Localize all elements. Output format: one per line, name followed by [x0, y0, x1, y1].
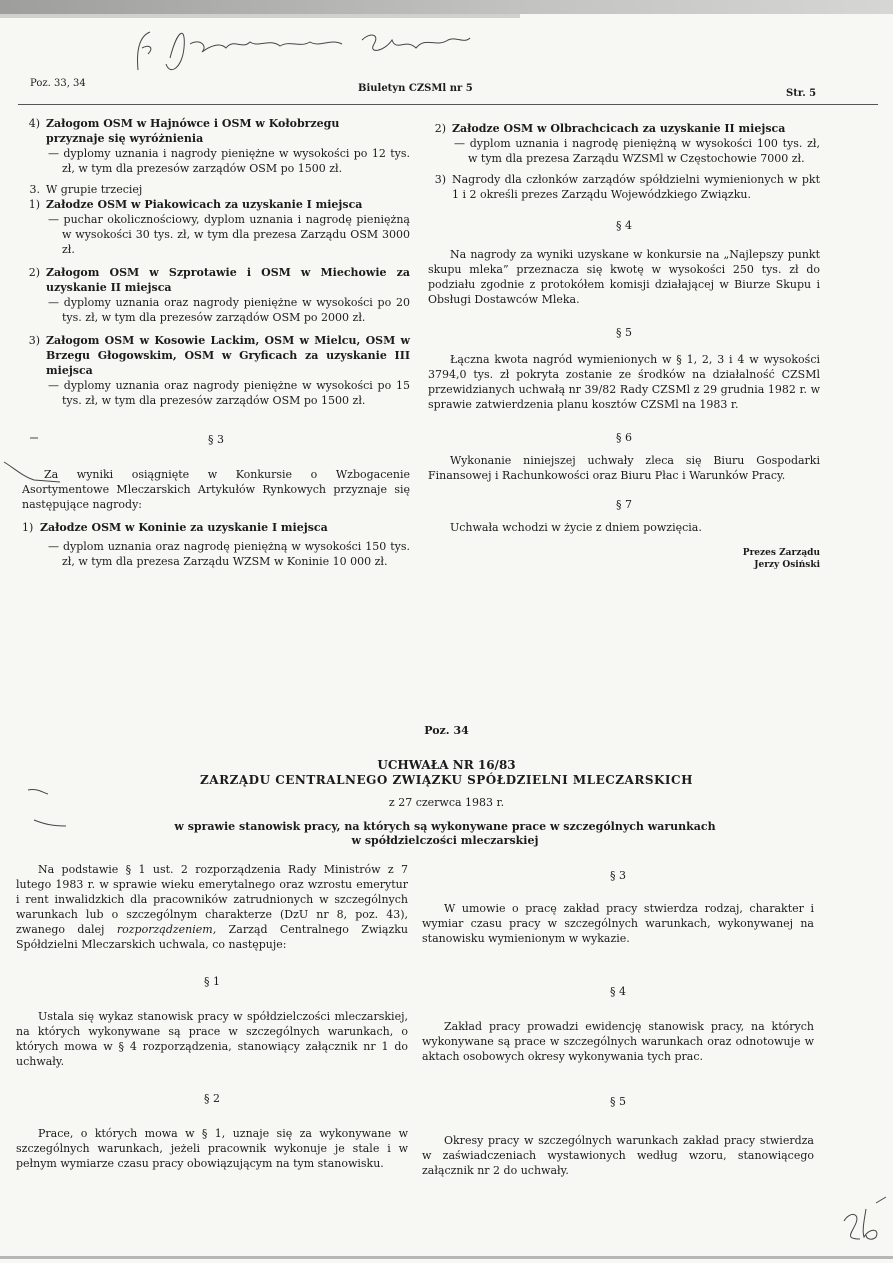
item-number: 3): [434, 173, 446, 186]
scan-edge-artifact: [0, 0, 893, 14]
item-heading: Załogom OSM w Kosowie Lackim, OSM w Mielcu, OSM w Brzegu Głogowskim, OSM w Gryficach za uzyskanie III miejsca: [46, 334, 410, 377]
paragraph-text: Okresy pracy w szczególnych warunkach zakład pracy stwierdza w zaświadczeniach wystawionych według wzoru, stanowiącego załącznik nr 2 do uchwały.: [422, 1134, 814, 1177]
intro-italic-term: rozporządzeniem,: [116, 923, 217, 936]
intro-paragraph: [16, 862, 408, 952]
item-heading: Załogom OSM w Szprotawie i OSM w Miechowie za uzyskanie II miejsca: [46, 266, 410, 294]
paragraph-heading: § 2: [204, 1092, 220, 1105]
list-item: [22, 265, 410, 295]
item-number: 3): [28, 334, 40, 347]
header-bulletin-title: Biuletyn CZSMl nr 5: [358, 83, 473, 94]
paragraph-text: Uchwała wchodzi w życie z dniem powzięcia.: [450, 521, 702, 534]
header-page-number: Str. 5: [786, 88, 817, 99]
signature-name: Jerzy Osiński: [754, 560, 820, 570]
item-heading: Załodze OSM w Olbrachcicach za uzyskanie II miejsca: [452, 122, 786, 135]
list-item: [22, 333, 410, 378]
list-item: [22, 182, 410, 197]
handwritten-name-note: [130, 18, 490, 78]
scan-bottom-edge: [0, 1256, 893, 1259]
paragraph-text: W umowie o pracę zakład pracy stwierdza rodzaj, charakter i wymiar czasu pracy w szczególnych warunkach, wykonywanej na stanowisku wymienionym w wykazie.: [422, 902, 814, 945]
subject-line: w sprawie stanowisk pracy, na których są wykonywane prace w szczególnych warunkach: [174, 820, 716, 833]
position-label: Poz. 34: [424, 724, 469, 737]
item-number: 3.: [29, 183, 40, 196]
paragraph-heading: § 1: [204, 975, 220, 988]
paragraph-text: Za wyniki osiągnięte w Konkursie o Wzbogacenie Asortymentowe Mleczarskich Artykułów Rynkowych przyznaje się następujące nagrody:: [22, 468, 410, 511]
margin-pencil-mark: [20, 780, 80, 830]
paragraph-heading: § 6: [616, 431, 632, 444]
item-number: 2): [434, 122, 446, 135]
list-item: [22, 116, 410, 146]
left-column-lower: [16, 862, 408, 1171]
item-detail: — dyplomy uznania i nagrody pieniężne w wysokości po 12 tys. zł, w tym dla prezesów zarządów OSM po 1500 zł.: [48, 147, 410, 175]
paragraph-heading: § 3: [610, 869, 626, 882]
item-heading: Załogom OSM w Hajnówce i OSM w Kołobrzegu: [46, 117, 340, 130]
margin-pencil-mark: [0, 420, 70, 500]
group-label: W grupie trzeciej: [46, 183, 143, 196]
intro-text: Na podstawie § 1 ust. 2 rozporządzenia Rady Ministrów z 7 lutego 1983 r. w sprawie wieku emerytalnego oraz wzrostu emerytur i rent inwalidzkich dla pracowników zatrudnionych w szczególnych warunkach lub o szczególnym charakterze (DzU nr 8, poz. 43), zwanego dalej: [16, 863, 408, 936]
item-number: 1): [28, 198, 40, 211]
paragraph-text: Na nagrody za wyniki uzyskane w konkursie na „Najlepszy punkt skupu mleka” przeznacza się kwotę w wysokości 250 tys. zł do podziału zgodnie z protokółem komisji działającej w Biurze Skupu i Obsługi Dostawców Mleka.: [428, 248, 820, 306]
list-item: [428, 172, 820, 202]
resolution-issuer: ZARZĄDU CENTRALNEGO ZWIĄZKU SPÓŁDZIELNI MLECZARSKICH: [200, 773, 693, 787]
item-detail: — puchar okolicznościowy, dyplom uznania i nagrodę pieniężną w wysokości 30 tys. zł, w tym dla prezesa Zarządu OSM 3000 zł.: [48, 213, 410, 256]
list-item: [428, 121, 820, 136]
resolution-date: z 27 czerwca 1983 r.: [388, 796, 505, 809]
subject-line: w spółdzielczości mleczarskiej: [351, 834, 539, 847]
paragraph-text: Prace, o których mowa w § 1, uznaje się za wykonywane w szczególnych warunkach, jeżeli pracownik wykonuje je stale i w pełnym wymiarze czasu pracy obowiązującym na tym stanowisku.: [16, 1127, 408, 1170]
left-column-upper: [22, 116, 410, 569]
header-position-ref: Poz. 33, 34: [30, 78, 86, 89]
right-column-lower: [422, 868, 814, 1178]
intro-text: Zarząd Centralnego Związku Spółdzielni Mleczarskich uchwala, co następuje:: [16, 923, 408, 951]
header-rule: [18, 104, 878, 105]
paragraph-text: Zakład pracy prowadzi ewidencję stanowisk pracy, na których wykonywane są prace w szczególnych warunkach oraz odnotowuje w aktach osobowych okresy wykonywania tych prac.: [422, 1020, 814, 1063]
list-item: [22, 197, 410, 212]
paragraph-text: Ustala się wykaz stanowisk pracy w spółdzielczości mleczarskiej, na których wykonywane są prace w szczególnych warunkach, o których mowa w § 4 rozporządzenia, stanowiący załącznik nr 1 do uchwały.: [16, 1010, 408, 1068]
item-detail: — dyplomy uznania oraz nagrody pieniężne w wysokości po 20 tys. zł, w tym dla prezesów zarządów OSM po 2000 zł.: [48, 296, 410, 324]
item-number: 4): [28, 117, 40, 130]
item-heading: Załodze OSM w Koninie za uzyskanie I miejsca: [40, 521, 328, 534]
item-number: 1): [22, 521, 34, 534]
item-number: 2): [28, 266, 40, 279]
paragraph-text: Łączna kwota nagród wymienionych w § 1, 2, 3 i 4 w wysokości 3794,0 tys. zł pokryta zostanie ze środków na działalność CZSMl przewidzianych uchwałą nr 39/82 Rady CZSMl z 29 grudnia 1982 r. w sprawie zatwierdzenia planu kosztów CZSMl na 1983 r.: [428, 353, 820, 411]
paragraph-text: Wykonanie niniejszej uchwały zleca się Biuru Gospodarki Finansowej i Rachunkowości oraz Biuru Płac i Warunków Pracy.: [428, 454, 820, 482]
paragraph-heading: § 3: [208, 433, 224, 446]
item-detail: Nagrody dla członków zarządów spółdzielni wymienionych w pkt 1 i 2 określi prezes Zarządu Wojewódzkiego Związku.: [452, 173, 820, 201]
right-column-upper: [428, 121, 820, 571]
paragraph-heading: § 4: [610, 985, 626, 998]
paragraph-heading: § 5: [610, 1095, 626, 1108]
signature-role: Prezes Zarządu: [742, 548, 820, 558]
item-detail: — dyplom uznania oraz nagrodę pieniężną w wysokości 150 tys. zł, w tym dla prezesa Zarządu WZSM w Koninie 10 000 zł.: [48, 540, 410, 568]
item-heading: Załodze OSM w Piakowicach za uzyskanie I miejsca: [46, 198, 363, 211]
resolution-title: UCHWAŁA NR 16/83: [377, 758, 516, 772]
paragraph-heading: § 4: [616, 219, 632, 232]
paragraph-heading: § 5: [616, 326, 632, 339]
paragraph-heading: § 7: [616, 498, 632, 511]
item-detail: — dyplom uznania i nagrodę pieniężną w wysokości 100 tys. zł, w tym dla prezesa Zarządu WZSMl w Częstochowie 7000 zł.: [454, 137, 820, 165]
handwritten-page-number: [836, 1195, 892, 1243]
list-item: [22, 520, 410, 535]
item-heading: przyznaje się wyróżnienia: [46, 132, 204, 145]
resolution-subject: [90, 820, 800, 848]
item-detail: — dyplomy uznania oraz nagrody pieniężne w wysokości po 15 tys. zł, w tym dla prezesów zarządów OSM po 1500 zł.: [48, 379, 410, 407]
